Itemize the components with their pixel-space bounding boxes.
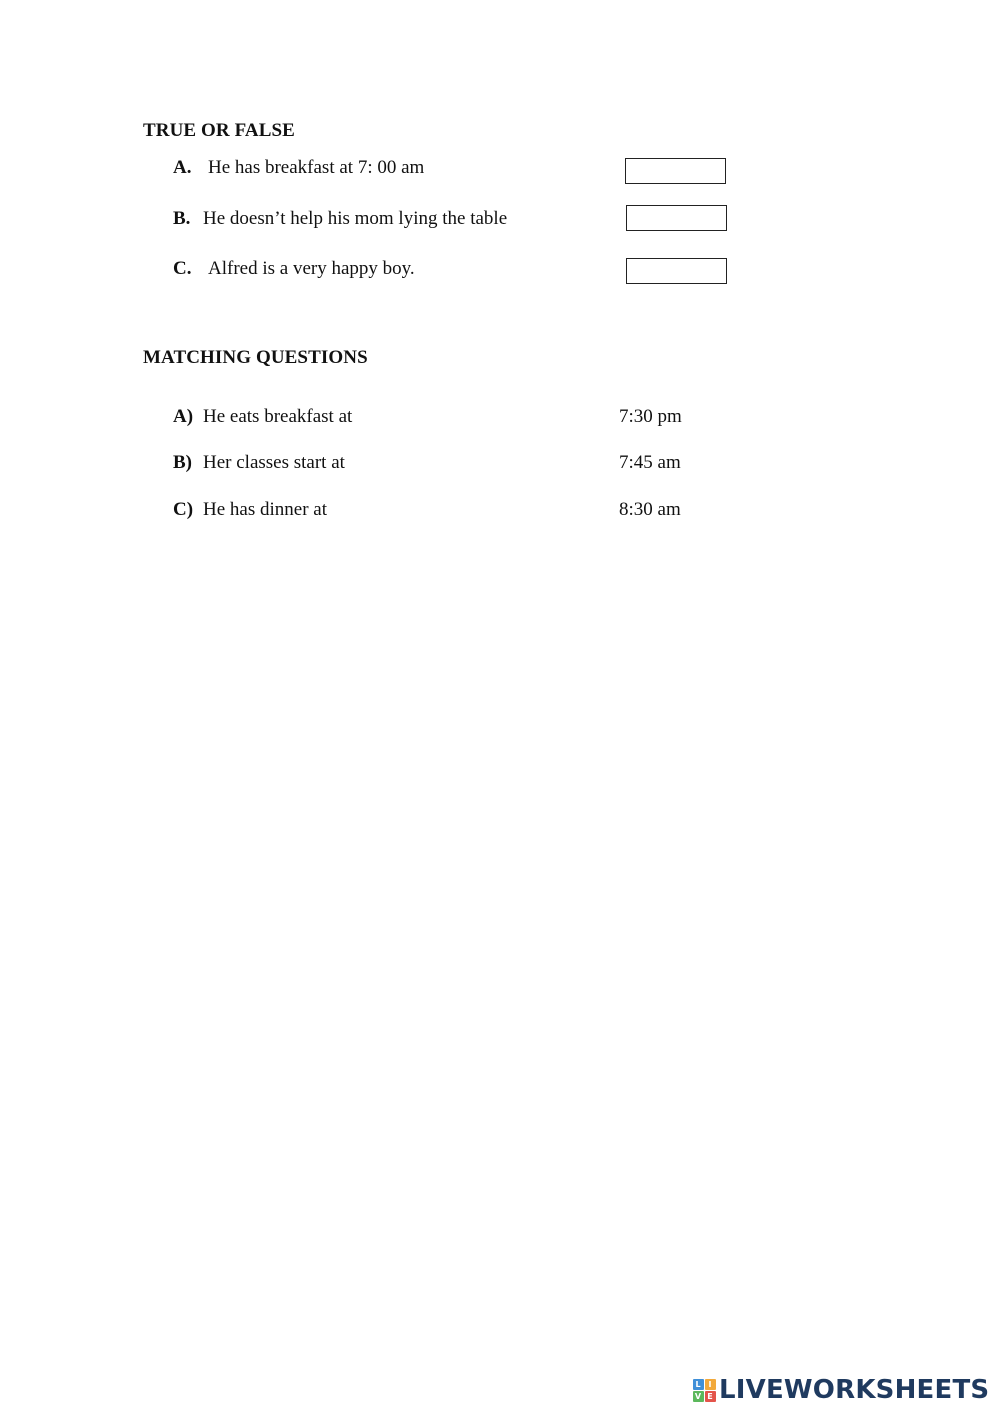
- logo-mark-letter: I: [705, 1379, 716, 1390]
- item-text: He has dinner at: [203, 499, 327, 520]
- item-marker: A): [173, 406, 194, 427]
- true-false-item-c: [173, 258, 415, 280]
- item-text: He eats breakfast at: [203, 406, 353, 427]
- item-marker: C): [173, 499, 194, 520]
- matching-time-2[interactable]: 7:45 am: [619, 452, 681, 473]
- answer-box-b[interactable]: [626, 205, 727, 231]
- item-marker: A.: [173, 157, 192, 178]
- matching-time-1[interactable]: 7:30 pm: [619, 406, 682, 427]
- item-marker: B.: [173, 208, 191, 229]
- answer-box-c[interactable]: [626, 258, 727, 284]
- logo-text: LIVEWORKSHEETS: [719, 1375, 990, 1405]
- answer-box-a[interactable]: [625, 158, 726, 184]
- liveworksheets-logo: [692, 1374, 989, 1406]
- item-marker: C.: [173, 258, 192, 279]
- matching-item-b: [173, 452, 345, 474]
- item-marker: B): [173, 452, 192, 473]
- matching-time-3[interactable]: 8:30 am: [619, 499, 681, 520]
- logo-mark-letter: L: [693, 1379, 704, 1390]
- matching-heading: MATCHING QUESTIONS: [143, 347, 368, 368]
- item-text: Alfred is a very happy boy.: [208, 258, 415, 279]
- true-false-item-a: [173, 157, 424, 179]
- liveworksheets-logo-icon: [692, 1378, 716, 1402]
- matching-item-a: [173, 406, 352, 428]
- logo-mark-letter: E: [705, 1391, 716, 1402]
- item-text: He doesn’t help his mom lying the table: [203, 208, 508, 229]
- matching-item-c: [173, 499, 327, 521]
- true-false-item-b: [173, 208, 507, 230]
- item-text: He has breakfast at 7: 00 am: [208, 157, 425, 178]
- true-false-heading: TRUE OR FALSE: [143, 120, 295, 141]
- logo-mark-letter: V: [693, 1391, 704, 1402]
- item-text: Her classes start at: [203, 452, 345, 473]
